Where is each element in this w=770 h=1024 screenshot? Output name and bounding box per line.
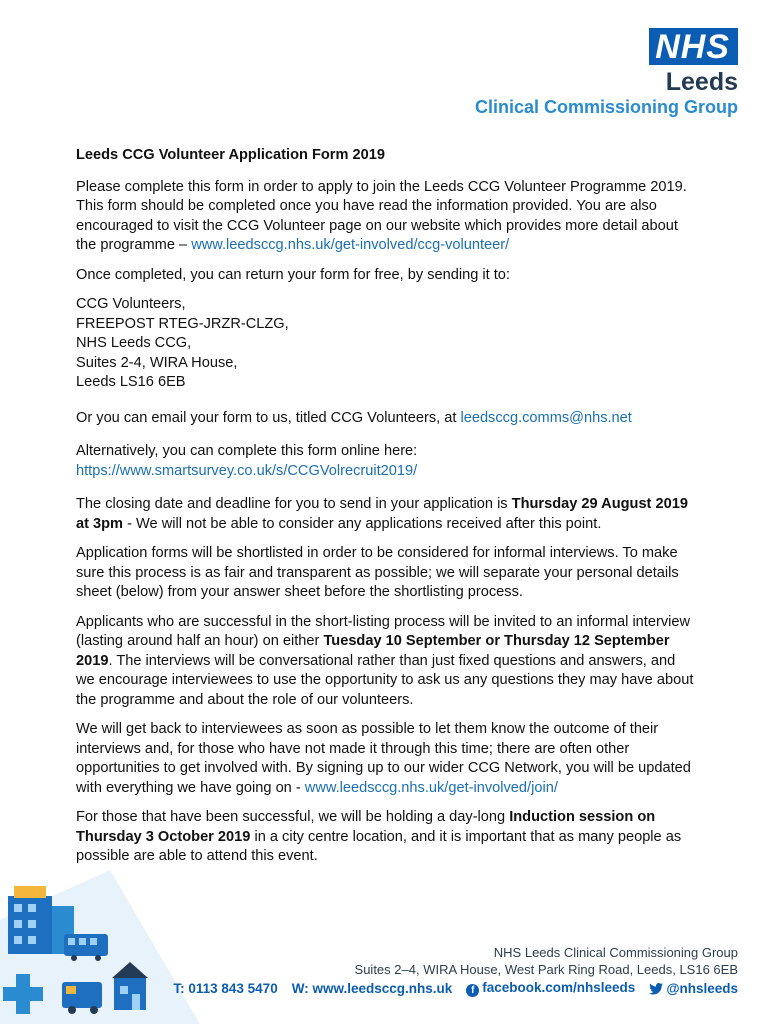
footer-phone: T: 0113 843 5470 [173, 981, 278, 996]
facebook-icon: f [466, 984, 479, 997]
deadline-paragraph: The closing date and deadline for you to send in your application is Thursday 29 August 2019 at 3pm - We will not be able to consider any applications received after this point. [76, 496, 688, 532]
email-paragraph: Or you can email your form to us, titled CCG Volunteers, at leedsccg.comms@nhs.net [76, 409, 632, 426]
footer-org-name: NHS Leeds Clinical Commissioning Group [493, 945, 738, 960]
online-paragraph: Alternatively, you can complete this form online here: https://www.smartsurvey.co.uk/s/CCGVolrecruit2019/ [76, 443, 418, 479]
return-instructions: Once completed, you can return your form for free, by sending it to: [76, 266, 510, 283]
footer-address-block [355, 944, 738, 978]
email-link[interactable]: leedsccg.comms@nhs.net [460, 409, 632, 426]
city-illustration [0, 870, 200, 1024]
footer-contacts [173, 980, 738, 997]
footer-twitter[interactable]: @nhsleeds [649, 981, 738, 996]
footer-address: Suites 2–4, WIRA House, West Park Ring Road, Leeds, LS16 6EB [354, 962, 738, 977]
logo-org-name: Leeds [665, 68, 738, 96]
nhs-logo-box: NHS [649, 28, 738, 65]
twitter-bird-icon [649, 983, 663, 995]
form-title: Leeds CCG Volunteer Application Form 2019 [76, 147, 385, 163]
document-body [76, 146, 696, 877]
postal-address: CCG Volunteers, FREEPOST RTEG-JRZR-CLZG, NHS Leeds CCG, Suites 2-4, WIRA House, Leeds LS16 6EB [76, 296, 289, 390]
nhs-leeds-logo [475, 28, 738, 118]
shortlisting-paragraph: Application forms will be shortlisted in order to be considered for informal interviews. To make sure this process is as fair and transparent as possible; we will separate your personal details sheet (below) from your answer sheet before the shortlisting process. [76, 545, 679, 600]
intro-paragraph: Please complete this form in order to apply to join the Leeds CCG Volunteer Programme 2019. This form should be completed once you have read the information provided. You are also encouraged to visit the CCG Volunteer page on our website which provides more detail about the programme – www.leedsccg.nhs.uk/get-involved/ccg-volunteer/ [76, 178, 687, 253]
induction-paragraph: For those that have been successful, we will be holding a day-long Induction session on Thursday 3 October 2019 in a city centre location, and it is important that as many people as possible are able to attend this event. [76, 809, 682, 864]
join-network-link[interactable]: www.leedsccg.nhs.uk/get-involved/join/ [304, 779, 558, 796]
smartsurvey-link[interactable]: https://www.smartsurvey.co.uk/s/CCGVolrecruit2019/ [76, 462, 418, 479]
interview-paragraph: Applicants who are successful in the short-listing process will be invited to an informal interview (lasting around half an hour) on either Tuesday 10 September or Thursday 12 September 2019. The interviews will be conversational rather than just fixed questions and answers, and we encourage interviewees to use the opportunity to ask us any questions they may have about the programme and about the role of our volunteers. [76, 613, 694, 708]
outcome-paragraph: We will get back to interviewees as soon as possible to let them know the outcome of their interviews and, for those who have not made it through this time; there are often other opportunities to get involved with. By signing up to our wider CCG Network, you will be updated with everything we have going on - www.leedsccg.nhs.uk/get-involved/join/ [76, 721, 691, 796]
logo-subtitle: Clinical Commissioning Group [474, 97, 738, 117]
footer-facebook[interactable]: f facebook.com/nhsleeds [466, 980, 635, 997]
volunteer-page-link[interactable]: www.leedsccg.nhs.uk/get-involved/ccg-volunteer/ [191, 237, 510, 253]
footer-website[interactable]: W: www.leedsccg.nhs.uk [291, 981, 453, 996]
